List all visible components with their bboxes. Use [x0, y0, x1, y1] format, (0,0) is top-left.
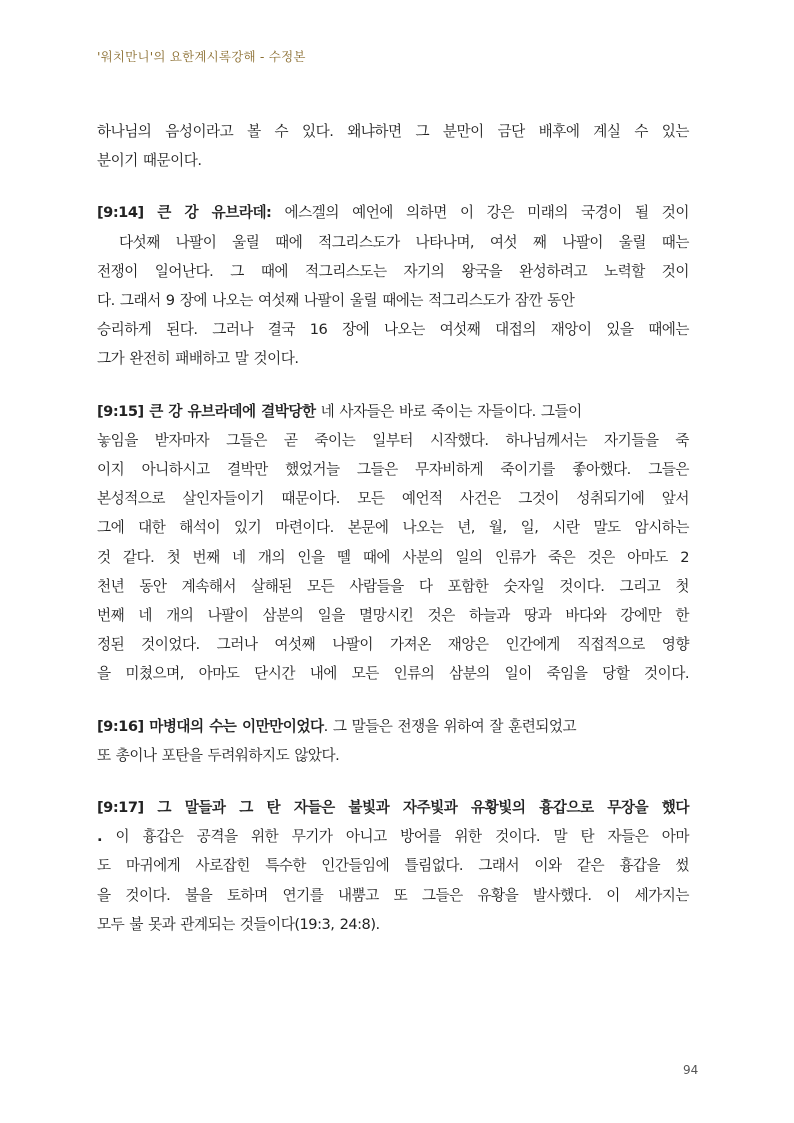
verse-heading-end: . — [97, 828, 103, 846]
text-line: 놓임을 받자마자 그들은 곧 죽이는 일부터 시작했다. 하나님께서는 자기들을 죽 — [97, 431, 689, 449]
text-line: 본성적으로 살인자들이기 때문이다. 모든 예언적 사건은 그것이 성취되기에 앞서 — [97, 490, 689, 508]
text-line: 그가 완전히 패배하고 말 것이다. — [97, 350, 299, 368]
text-line: 그에 대한 해석이 있기 마련이다. 본문에 나오는 년, 월, 일, 시란 말도 암시하는 — [97, 519, 689, 537]
paragraph-verse-9-14 — [97, 198, 689, 373]
text-line: . 이 흉갑은 공격을 위한 무기가 아니고 방어를 위한 것이다. 말 탄 자들은 아마 — [97, 828, 689, 846]
paragraph-verse-9-15 — [97, 397, 689, 689]
text-line: 을 것이다. 불을 토하며 연기를 내뿜고 또 그들은 유황을 발사했다. 이 세가지는 — [97, 886, 689, 904]
text-line: 다섯째 나팔이 울릴 때에 적그리스도가 나타나며, 여섯 째 나팔이 울릴 때는 — [119, 233, 689, 251]
text-line: 것 같다. 첫 번째 네 개의 인을 뗄 때에 사분의 일의 인류가 죽은 것은 아마도 2 — [97, 548, 689, 566]
paragraph-intro — [97, 117, 689, 175]
text-line: 도 마귀에게 사로잡힌 특수한 인간들임에 틀림없다. 그래서 이와 같은 흉갑을 썼 — [97, 857, 689, 875]
page-number: 94 — [683, 1063, 699, 1077]
text-line: [9:15] 큰 강 유브라데에 결박당한 네 사자들은 바로 죽이는 자들이다. 그들이 — [97, 402, 582, 420]
text-line: 모두 불 못과 관계되는 것들이다(19:3, 24:8). — [97, 915, 380, 933]
text-line — [97, 793, 689, 822]
verse-heading: [9:15] 큰 강 유브라데에 결박당한 — [97, 402, 316, 420]
text-line: 을 미쳤으며, 아마도 단시간 내에 모든 인류의 삼분의 일이 죽임을 당할 것이다. — [97, 665, 689, 683]
document-body — [97, 117, 689, 962]
text-line: [9:14] 큰 강 유브라데: 에스겔의 예언에 의하면 이 강은 미래의 국경이 될 것이 — [97, 204, 689, 222]
text-line: 하나님의 음성이라고 볼 수 있다. 왜냐하면 그 분만이 금단 배후에 계실 수 있는 — [97, 123, 689, 140]
text-line: 이지 아니하시고 결박만 했었거늘 그들은 무자비하게 죽이기를 좋아했다. 그들은 — [97, 461, 689, 479]
verse-heading: [9:16] 마병대의 수는 이만만이었다 — [97, 717, 324, 735]
paragraph-verse-9-16 — [97, 712, 689, 770]
running-header: '워치만니'의 요한계시록강해 - 수정본 — [97, 49, 306, 64]
text-line: 천년 동안 계속해서 살해된 모든 사람들을 다 포함한 숫자일 것이다. 그리고 첫 — [97, 577, 689, 595]
verse-heading: [9:17] 그 말들과 그 탄 자들은 불빛과 자주빛과 유황빛의 흉갑으로 무장을 했다 — [97, 799, 689, 817]
text-line: 승리하게 된다. 그러나 결국 16 장에 나오는 여섯째 대접의 재앙이 있을 때에는 — [97, 321, 689, 339]
paragraph-verse-9-17 — [97, 793, 689, 939]
verse-heading: [9:14] 큰 강 유브라데: — [97, 204, 272, 222]
text-line: 다. 그래서 9 장에 나오는 여섯째 나팔이 울릴 때에는 적그리스도가 잠깐 동안 — [97, 292, 575, 310]
text-line: 또 총이나 포탄을 두려워하지도 않았다. — [97, 746, 340, 764]
text-line: [9:16] 마병대의 수는 이만만이었다. 그 말들은 전쟁을 위하여 잘 훈련되었고 — [97, 717, 577, 735]
text-line: 전쟁이 일어난다. 그 때에 적그리스도는 자기의 왕국을 완성하려고 노력할 것이 — [97, 262, 689, 280]
text-line: 번째 네 개의 나팔이 삼분의 일을 멸망시킨 것은 하늘과 땅과 바다와 강에만 한 — [97, 607, 689, 625]
text-line: 분이기 때문이다. — [97, 152, 202, 170]
text-line: 정된 것이었다. 그러나 여섯째 나팔이 가져온 재앙은 인간에게 직접적으로 영향 — [97, 636, 689, 654]
